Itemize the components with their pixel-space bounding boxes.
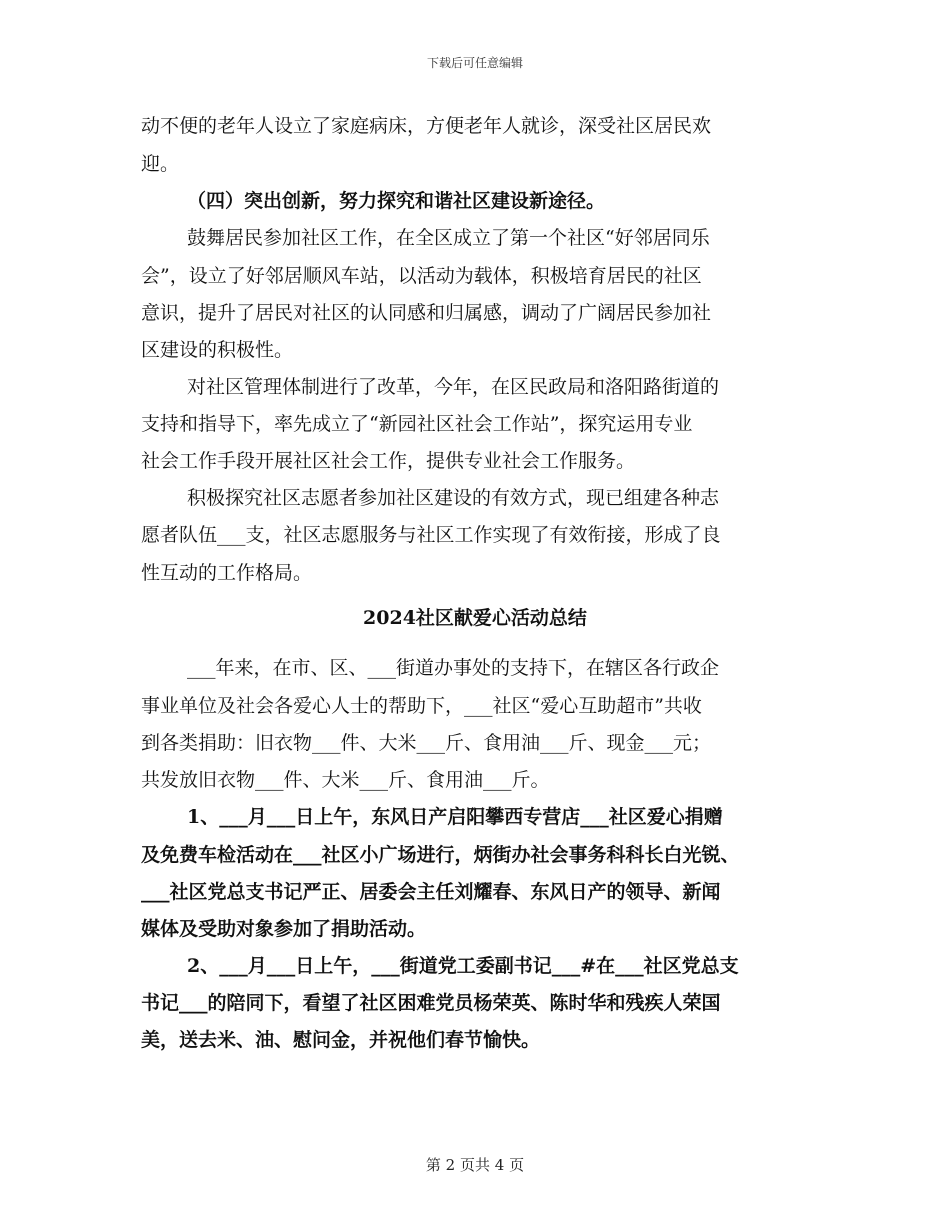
paragraph-line: 区建设的积极性。 [141,339,294,361]
paragraph-line: 共发放旧衣物___件、大米___斤、食用油___斤。 [141,769,550,791]
page-number: 第 2 页共 4 页 [425,1156,525,1174]
paragraph-line: 积极探究社区志愿者参加社区建设的有效方式，现已组建各种志 [187,487,720,509]
paragraph-line: 动不便的老年人设立了家庭病床，方便老年人就诊，深受社区居民欢 [141,115,712,137]
paragraph-line: 美，送去米、油、慰问金，并祝他们春节愉快。 [141,1029,541,1051]
paragraph-line: 支持和指导下，率先成立了“新园社区社会工作站”，探究运用专业 [141,413,693,435]
page-header: 下载后可任意编辑 [426,56,523,70]
paragraph-line: 2、___月___日上午，___街道党工委副书记___#在___社区党总支 [187,955,739,977]
paragraph-line: 迎。 [141,153,180,175]
paragraph-line: 书记___的陪同下，看望了社区困难党员杨荣英、陈时华和残疾人荣国 [141,992,721,1014]
paragraph-line: 愿者队伍___支，社区志愿服务与社区工作实现了有效衔接，形成了良 [141,524,721,546]
paragraph-line: 社会工作手段开展社区社会工作，提供专业社会工作服务。 [141,450,636,472]
paragraph-line: 鼓舞居民参加社区工作，在全区成立了第一个社区“好邻居同乐 [187,227,710,249]
document-title: 2024社区献爱心活动总结 [363,607,587,629]
paragraph-line: 会”，设立了好邻居顺风车站，以活动为载体，积极培育居民的社区 [141,265,702,287]
paragraph-line: 意识，提升了居民对社区的认同感和归属感，调动了广阔居民参加社 [141,302,712,324]
paragraph-line: 及免费车检活动在___社区小广场进行，炳街办社会事务科科长白光锐、 [141,844,740,866]
section-heading: （四）突出创新，努力探究和谐社区建设新途径。 [187,190,606,212]
paragraph-line: 1、___月___日上午，东风日产启阳攀西专营店___社区爱心捐赠 [187,806,723,828]
paragraph-line: 性互动的工作格局。 [141,562,313,584]
paragraph-line: 事业单位及社会各爱心人士的帮助下，___社区“爱心互助超市”共收 [141,695,702,717]
paragraph-line: 到各类捐助：旧衣物___件、大米___斤、食用油___斤、现金___元； [141,732,712,754]
paragraph-line: ___年来，在市、区、___街道办事处的支持下，在辖区各行政企 [187,657,720,679]
paragraph-line: 媒体及受助对象参加了捐助活动。 [141,918,427,940]
paragraph-line: 对社区管理体制进行了改革，今年，在区民政局和洛阳路街道的 [187,376,720,398]
paragraph-line: ___社区党总支书记严正、居委会主任刘耀春、东风日产的领导、新闻 [141,881,721,903]
